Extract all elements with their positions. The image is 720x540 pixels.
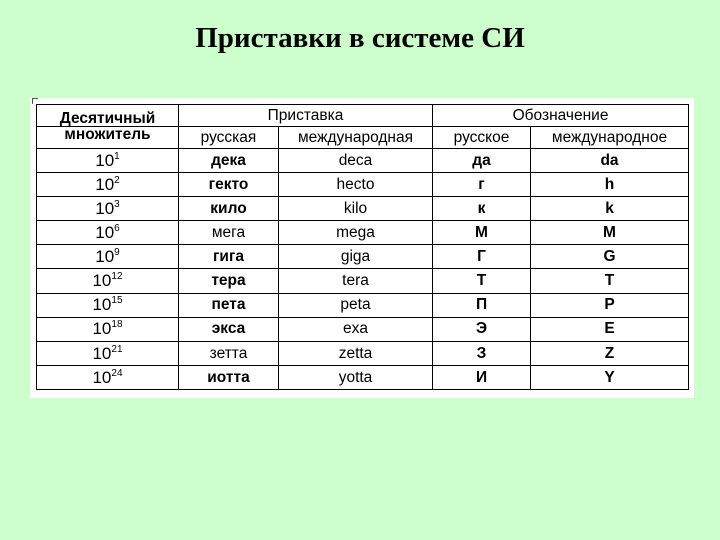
- multiplier-exponent: 2: [114, 174, 120, 186]
- multiplier-base: 10: [92, 319, 112, 339]
- table-body: [37, 149, 689, 390]
- symbol-russian-cell: к: [433, 197, 531, 221]
- prefix-russian-cell: мега: [179, 221, 279, 245]
- multiplier-base: 10: [95, 150, 115, 170]
- table-row: [37, 365, 689, 389]
- symbol-international-cell: h: [531, 173, 689, 197]
- symbol-international-cell: E: [531, 317, 689, 341]
- table-header-row-1: [37, 105, 689, 127]
- multiplier-cell: [37, 197, 179, 221]
- multiplier-cell: [37, 365, 179, 389]
- prefix-russian-cell: иотта: [179, 365, 279, 389]
- symbol-international-cell: M: [531, 221, 689, 245]
- prefix-russian-cell: пета: [179, 293, 279, 317]
- table-row: [37, 269, 689, 293]
- table-header-row-2: [37, 127, 689, 149]
- symbol-russian-cell: П: [433, 293, 531, 317]
- symbol-russian-cell: Т: [433, 269, 531, 293]
- table-row: [37, 245, 689, 269]
- multiplier-base: 10: [92, 271, 112, 291]
- prefix-international-cell: exa: [279, 317, 433, 341]
- prefix-russian-cell: гига: [179, 245, 279, 269]
- prefix-russian-cell: гекто: [179, 173, 279, 197]
- prefix-international-cell: mega: [279, 221, 433, 245]
- table-row: [37, 293, 689, 317]
- multiplier-cell: [37, 293, 179, 317]
- table-row: [37, 173, 689, 197]
- symbol-international-cell: Z: [531, 341, 689, 365]
- prefix-international-cell: hecto: [279, 173, 433, 197]
- multiplier-cell: [37, 317, 179, 341]
- multiplier-exponent: 12: [111, 271, 123, 283]
- multiplier-cell: [37, 269, 179, 293]
- symbol-international-cell: k: [531, 197, 689, 221]
- table-row: [37, 341, 689, 365]
- multiplier-base: 10: [95, 247, 115, 267]
- multiplier-exponent: 3: [114, 198, 120, 210]
- multiplier-cell: [37, 221, 179, 245]
- header-prefix-group: Приставка: [179, 105, 433, 127]
- table-row: [37, 197, 689, 221]
- prefix-russian-cell: дека: [179, 149, 279, 173]
- multiplier-exponent: 9: [114, 247, 120, 259]
- multiplier-exponent: 6: [114, 223, 120, 235]
- header-multiplier-line2: множитель: [37, 127, 179, 149]
- header-designation-russian: русское: [433, 127, 531, 149]
- symbol-russian-cell: да: [433, 149, 531, 173]
- prefix-international-cell: giga: [279, 245, 433, 269]
- prefix-international-cell: tera: [279, 269, 433, 293]
- symbol-international-cell: G: [531, 245, 689, 269]
- multiplier-cell: [37, 149, 179, 173]
- multiplier-cell: [37, 341, 179, 365]
- header-prefix-russian: русская: [179, 127, 279, 149]
- prefix-international-cell: yotta: [279, 365, 433, 389]
- table-row: [37, 149, 689, 173]
- multiplier-exponent: 1: [114, 150, 120, 162]
- multiplier-base: 10: [95, 174, 115, 194]
- multiplier-exponent: 21: [111, 343, 123, 355]
- prefix-russian-cell: экса: [179, 317, 279, 341]
- prefix-russian-cell: кило: [179, 197, 279, 221]
- prefix-international-cell: kilo: [279, 197, 433, 221]
- multiplier-base: 10: [92, 343, 112, 363]
- multiplier-base: 10: [92, 367, 112, 387]
- symbol-russian-cell: И: [433, 365, 531, 389]
- symbol-international-cell: P: [531, 293, 689, 317]
- header-multiplier-line1: Десятичный: [37, 105, 179, 127]
- multiplier-cell: [37, 173, 179, 197]
- prefix-russian-cell: зетта: [179, 341, 279, 365]
- multiplier-exponent: 24: [111, 367, 123, 379]
- slide-title: Приставки в системе СИ: [195, 22, 525, 54]
- si-prefix-table: [36, 104, 689, 390]
- symbol-russian-cell: Г: [433, 245, 531, 269]
- header-designation-international: международное: [531, 127, 689, 149]
- prefix-international-cell: zetta: [279, 341, 433, 365]
- symbol-russian-cell: г: [433, 173, 531, 197]
- multiplier-exponent: 15: [111, 295, 123, 307]
- header-designation-group: Обозначение: [433, 105, 689, 127]
- prefix-russian-cell: тера: [179, 269, 279, 293]
- table-row: [37, 317, 689, 341]
- symbol-international-cell: da: [531, 149, 689, 173]
- table-panel: [30, 98, 694, 398]
- symbol-russian-cell: Э: [433, 317, 531, 341]
- multiplier-base: 10: [95, 223, 115, 243]
- symbol-russian-cell: З: [433, 341, 531, 365]
- table-row: [37, 221, 689, 245]
- symbol-russian-cell: М: [433, 221, 531, 245]
- prefix-international-cell: peta: [279, 293, 433, 317]
- multiplier-base: 10: [92, 295, 112, 315]
- header-prefix-international: международная: [279, 127, 433, 149]
- symbol-international-cell: Y: [531, 365, 689, 389]
- multiplier-base: 10: [95, 198, 115, 218]
- prefix-international-cell: deca: [279, 149, 433, 173]
- multiplier-exponent: 18: [111, 319, 123, 331]
- symbol-international-cell: T: [531, 269, 689, 293]
- multiplier-cell: [37, 245, 179, 269]
